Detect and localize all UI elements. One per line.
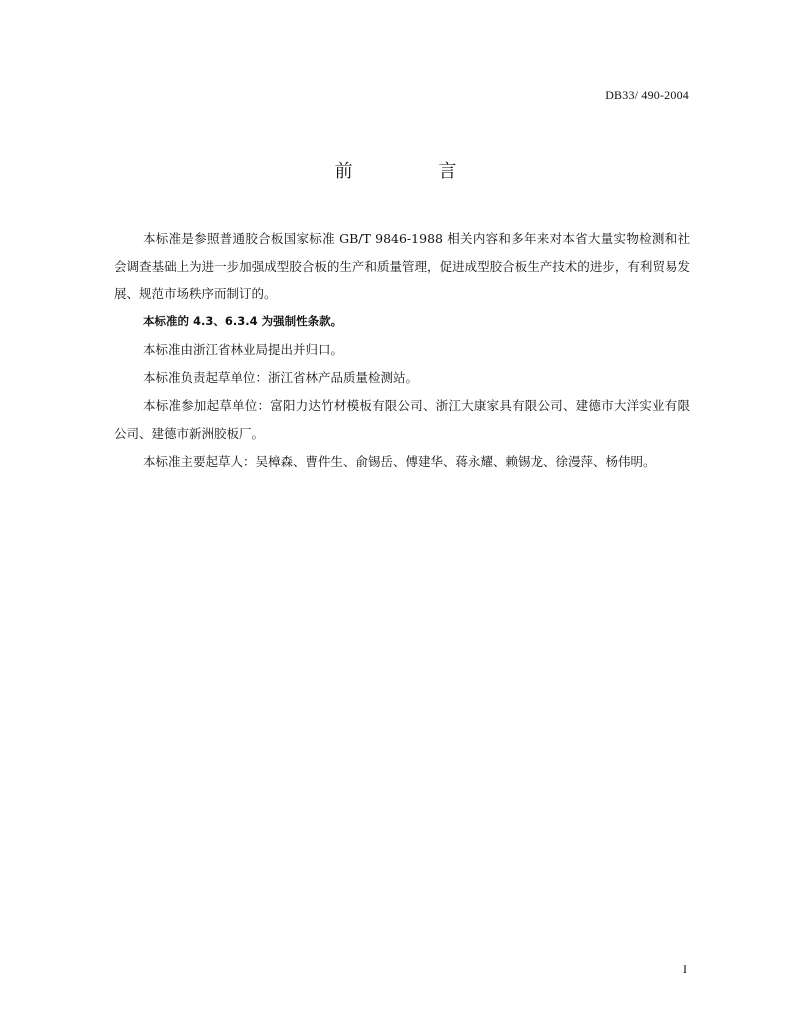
foreword-body xyxy=(114,225,690,476)
paragraph-responsible-unit: 本标准负责起草单位：浙江省林产品质量检测站。 xyxy=(143,370,419,385)
paragraph-intro: 本标准是参照普通胶合板国家标准 GB/T 9846-1988 相关内容和多年来对本省大量实物检测和社会调查基础上为进一步加强成型胶合板的生产和质量管理，促进成型胶合板生产技术的进步，有利贸易发展、规范市场秩序而制订的。 xyxy=(114,231,690,301)
paragraph-participating-units: 本标准参加起草单位：富阳力达竹材模板有限公司、浙江大康家具有限公司、建德市大洋实业有限公司、建德市新洲胶板厂。 xyxy=(114,398,690,441)
paragraph-drafters: 本标准主要起草人：吴樟森、曹件生、俞锡岳、傅建华、蒋永耀、赖锡龙、徐漫萍、杨伟明。 xyxy=(143,453,656,469)
paragraph-proposer: 本标准由浙江省林业局提出并归口。 xyxy=(143,342,344,357)
page-number: I xyxy=(683,962,687,976)
page-title: 前 言 xyxy=(334,161,497,182)
document-code: DB33/ 490-2004 xyxy=(605,88,689,102)
paragraph-mandatory-clauses: 本标准的 4.3、6.3.4 为强制性条款。 xyxy=(143,314,343,328)
